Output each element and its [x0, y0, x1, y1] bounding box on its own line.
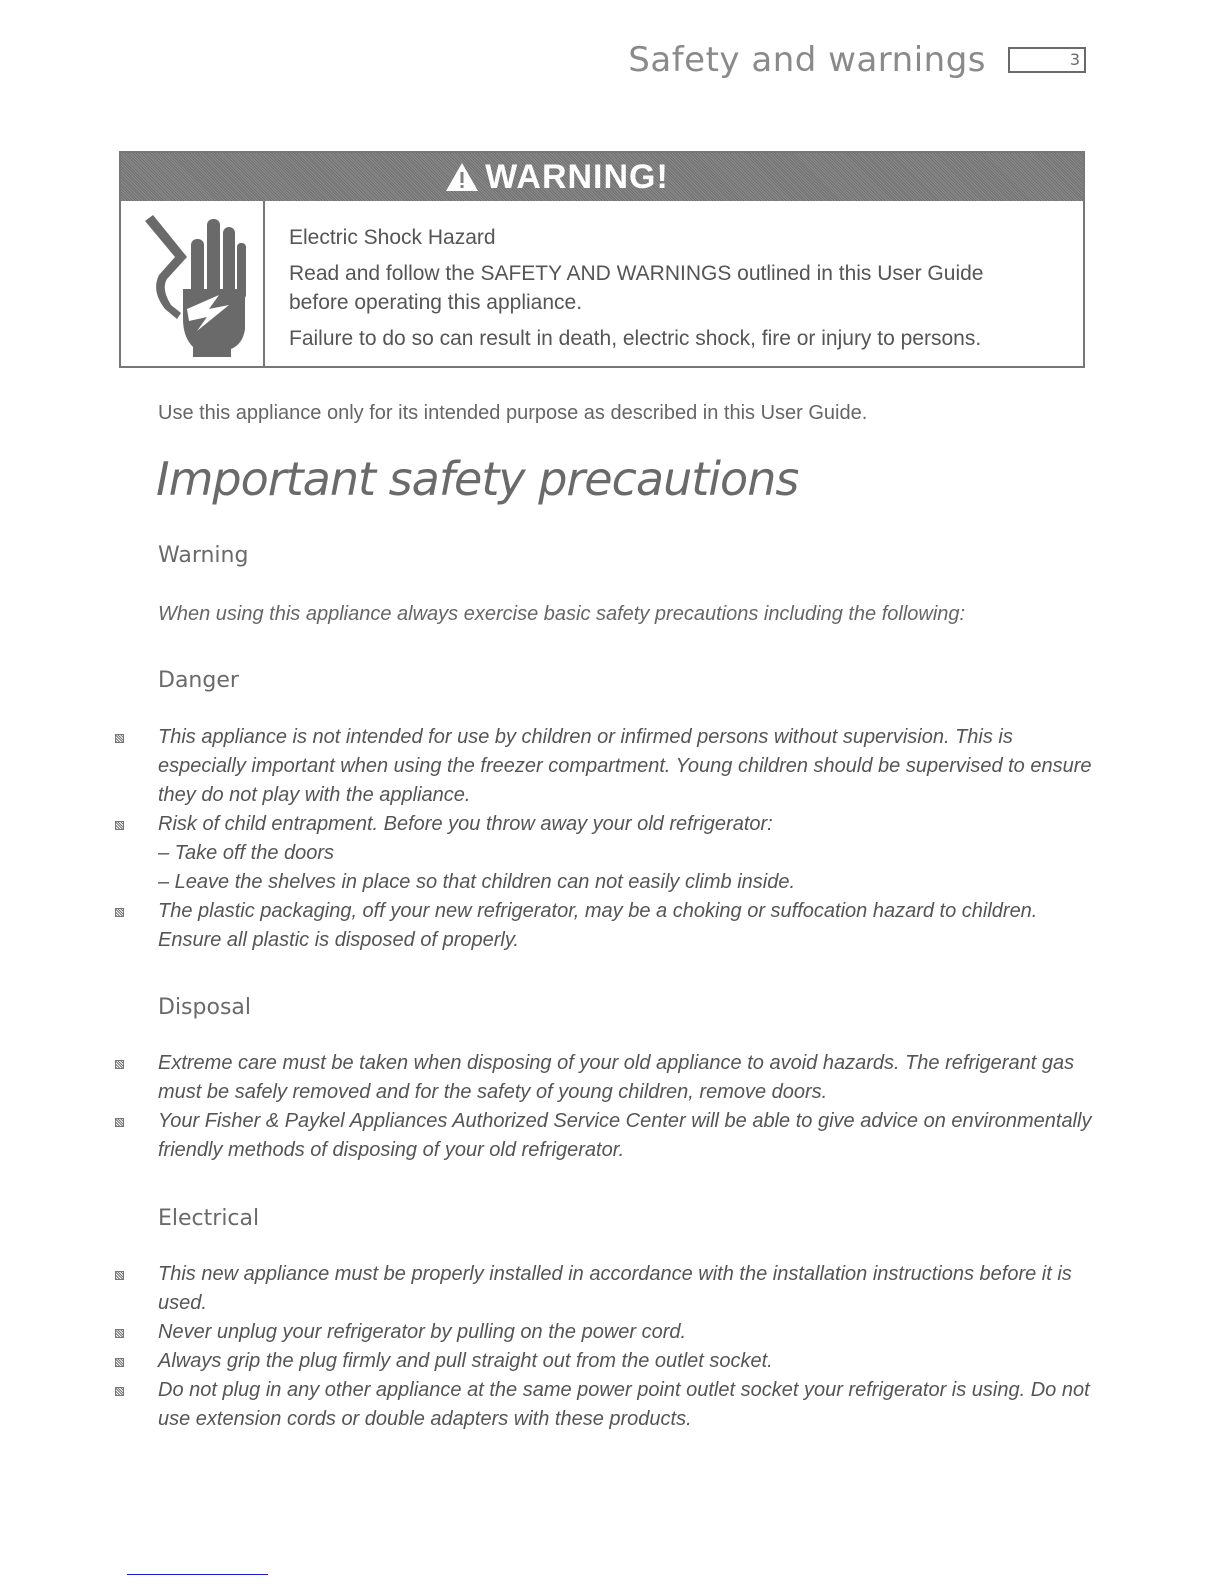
- bullet-icon: [115, 1118, 124, 1127]
- bullet-icon: [115, 1329, 124, 1338]
- sub-item: – Leave the shelves in place so that children can not easily climb inside.: [158, 871, 796, 893]
- heading-danger: Danger: [158, 668, 239, 693]
- electrical-list: [0, 1260, 1224, 1434]
- warning-line-3: Failure to do so can result in death, electric shock, fire or injury to persons.: [289, 327, 982, 350]
- page-number: 3: [1008, 47, 1086, 73]
- bullet-icon: [115, 1060, 124, 1069]
- list-item: Do not plug in any other appliance at the same power point outlet socket your refrigerator is using. Do not use extension cords or double adapters with these products.: [0, 1376, 1224, 1434]
- heading-warning: Warning: [158, 543, 249, 568]
- warning-banner: [121, 153, 1083, 201]
- bullet-icon: [115, 821, 124, 830]
- warning-line-1: Read and follow the SAFETY AND WARNINGS outlined in this User Guide: [289, 262, 984, 285]
- warning-line-2: before operating this appliance.: [289, 291, 583, 314]
- warning-box: [119, 151, 1085, 368]
- intro-text: Use this appliance only for its intended purpose as described in this User Guide.: [158, 402, 868, 424]
- page-title: Important safety precautions: [156, 452, 799, 506]
- warning-text-para: When using this appliance always exercise basic safety precautions including the following:: [158, 603, 966, 625]
- danger-list: [0, 723, 1224, 955]
- warning-triangle-icon: [445, 162, 479, 192]
- bullet-icon: [115, 908, 124, 917]
- section-title: Safety and warnings: [628, 40, 986, 80]
- list-item: Never unplug your refrigerator by pulling on the power cord.: [0, 1318, 1224, 1347]
- bullet-icon: [115, 734, 124, 743]
- warning-label: WARNING!: [485, 157, 669, 196]
- list-item: This new appliance must be properly installed in accordance with the installation instructions before it is used.: [0, 1260, 1224, 1318]
- bullet-icon: [115, 1387, 124, 1396]
- warning-text: [265, 201, 983, 366]
- list-item: Your Fisher & Paykel Appliances Authorized Service Center will be able to give advice on environmentally friendly methods of disposing of your old refrigerator.: [0, 1107, 1224, 1165]
- list-item: Extreme care must be taken when disposing of your old appliance to avoid hazards. The refrigerant gas must be safely removed and for the safety of young children, remove doors.: [0, 1049, 1224, 1107]
- sub-item: – Take off the doors: [158, 842, 335, 864]
- footer-rule: [127, 1574, 268, 1575]
- list-item: Always grip the plug firmly and pull straight out from the outlet socket.: [0, 1347, 1224, 1376]
- hazard-icon-cell: [121, 201, 265, 366]
- heading-electrical: Electrical: [158, 1206, 260, 1231]
- hazard-title: Electric Shock Hazard: [289, 226, 496, 249]
- heading-disposal: Disposal: [158, 995, 251, 1020]
- bullet-icon: [115, 1358, 124, 1367]
- page-header: [628, 40, 1086, 80]
- bullet-icon: [115, 1271, 124, 1280]
- list-item: The plastic packaging, off your new refrigerator, may be a choking or suffocation hazard to children. Ensure all plastic is disposed of properly.: [0, 897, 1224, 955]
- electric-shock-hand-icon: [137, 209, 247, 359]
- list-item: This appliance is not intended for use by children or infirmed persons without supervision. This is especially important when using the freezer compartment. Young children should be supervised to ensure they do not play with the appliance.: [0, 723, 1224, 810]
- disposal-list: [0, 1049, 1224, 1165]
- list-item: Risk of child entrapment. Before you throw away your old refrigerator: – Take off the doors – Leave the shelves in place so that children can not easily climb inside.: [0, 810, 1224, 897]
